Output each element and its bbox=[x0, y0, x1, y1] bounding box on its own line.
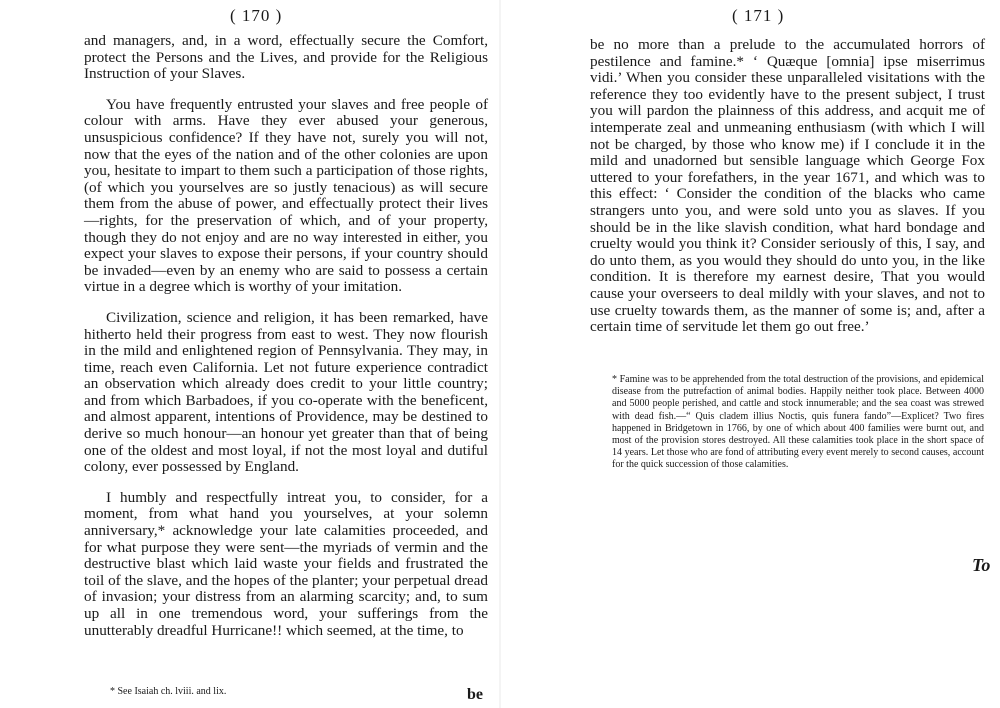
right-footnote: * Famine was to be apprehended from the total destruction of the provisions, and epidemical disease from the putrefaction of animal bodies. Happily neither took place. Between 4000 and 5000 people perished, and cattle and stock innumerable; and the sea coast was strewed with dead fish.—“ Quis cladem illius Noctis, quis funera fando”—Explicet? Two fires happened in Bridgetown in 1766, by one of which about 400 families were burnt out, and most of the provision stores destroyed. All these calamities took place in the short space of 14 years. Let those who are fond of attributing every event merely to second causes, account for the quick succession of those calamities. bbox=[612, 374, 984, 471]
right-paragraph-1: be no more than a prelude to the accumulated horrors of pestilence and famine.* ‘ Quæque [omnia] ipse miserrimus vidi.’ When you consider these unparalleled visitations with the reference they too evidently have to the present subject, I trust you will pardon the plainness of this address, and acquit me of intemperate zeal and unmeaning enthusiasm (with which I will not be charged, by those who know me) if I conclude it in the mild and unadorned but sensible language which George Fox uttered to your forefathers, in the year 1671, and which was to this effect: ‘ Consider the condition of the blacks who came strangers unto you, and were sold unto you as slaves. If you should be in the like slavish condition, what hard bondage and cruelty would you think it? Consider seriously of this, I say, and do unto them, as you would they should do unto you, in the like condition. It is therefore my earnest desire, That you would cause your overseers to deal mildly with your slaves, and not to use cruelty towards them, as the manner of some is; and, after a certain time of servitude let them go out free.’ bbox=[590, 36, 985, 336]
left-paragraph-2: You have frequently entrusted your slaves and free people of colour with arms. Have they ever abused your generous, unsuspicious confidence? If they have not, surely you will not, now that the eyes of the nation and of the other colonies are upon you, hesitate to impart to them such a participation of those rights, (of which you yourselves are so justly tenacious) as will secure them from the abuse of power, and effectually protect their lives—rights, for the preservation of which, and of your property, though they do not enjoy and are no way interested in either, you expect your slaves to expose their persons, if your country should be invaded—even by an enemy who are said to possess a certain virtue in a degree which is worthy of your imitation. bbox=[84, 95, 488, 296]
page-number-right: ( 171 ) bbox=[732, 6, 785, 25]
left-page-body bbox=[84, 33, 488, 639]
right-page-body bbox=[590, 37, 985, 336]
right-page bbox=[500, 0, 1000, 708]
page-number-left: ( 170 ) bbox=[230, 6, 283, 25]
left-paragraph-4: I humbly and respectfully intreat you, to consider, for a moment, from what hand you yourselves, at your solemn anniversary,* acknowledge your late calamities proceeded, and for what purpose they were sent—the myriads of vermin and the destructive blast which laid waste your fields and frustrated the toil of the slave, and the hopes of the planter; your perpetual dread of invasion; your distress from an alarming scarcity; and, to sum up all in one tremendous word, your sufferings from the unutterably dreadful Hurricane!! which seemed, at the time, to bbox=[84, 488, 488, 639]
left-paragraph-3: Civilization, science and religion, it has been remarked, have hitherto held their progress from east to west. They now flourish in the mild and enlightened region of Pennsylvania. They may, in time, reach even California. Let not future experience contradict an observation which already does credit to your little country; and from which Barbadoes, if you co-operate with the beneficent, and almost apparent, intentions of Providence, may be destined to derive so much honour—an honour yet greater than that of being one of the oldest and most loyal, if not the most loyal and dutiful colony, ever possessed by England. bbox=[84, 308, 488, 476]
left-paragraph-1: and managers, and, in a word, effectually secure the Comfort, protect the Persons and the Lives, and provide for the Religious Instruction of your Slaves. bbox=[84, 32, 488, 83]
right-catchword: To bbox=[972, 555, 991, 575]
left-catchword: be bbox=[467, 686, 483, 703]
left-footnote: * See Isaiah ch. lviii. and lix. bbox=[110, 686, 227, 697]
